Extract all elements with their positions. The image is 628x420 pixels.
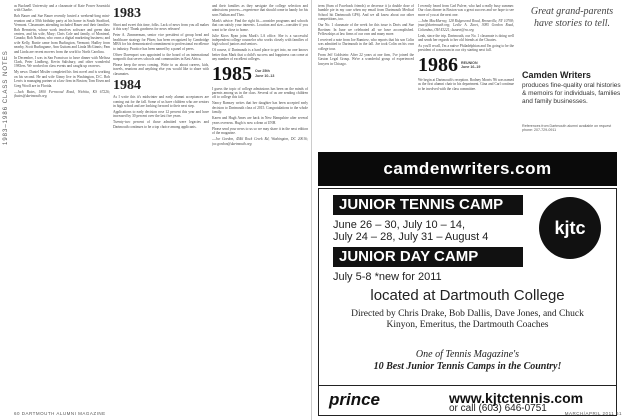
tennis-camp-dates: June 26 – 30, July 10 – 14, July 24 – 28, July 31 – August 4	[333, 219, 489, 243]
reunion-dates: June 16–19	[461, 64, 481, 69]
paragraph: As you'll recall, I'm a native Philadelphian and I'm going to be the president of a museum in our city starting next fall.	[418, 44, 514, 53]
prince-logo: prince	[329, 390, 381, 409]
camden-url[interactable]: camdenwriters.com	[383, 159, 552, 178]
camden-url-banner[interactable]	[318, 152, 617, 186]
paragraph: term (Sum of Facebook friends) or decrease it (a double dose of humble pie in my case when my email from Dartmouth Medical School hit Dartmouth GPS). And we all know about our other competitions, too.	[318, 4, 414, 22]
camden-brand: Camden Writers	[522, 70, 591, 80]
tennis-camp-ad[interactable]	[318, 188, 617, 416]
camden-ad-panel[interactable]	[518, 4, 624, 148]
reunion-callout	[418, 55, 514, 75]
top-rank-line-2: 10 Best Junior Tennis Camps in the Country!	[373, 361, 562, 372]
paragraph: I guess the topic of college admissions has been on the minds of parents among us in the class. Several of us are sending children off to college this fall.	[212, 86, 308, 100]
camp-location: located at Dartmouth College	[370, 287, 565, 304]
paragraph: We begin at Dartmouth's reception. Rodney Morris '86 was named as the first alumni chair in his department. Gina and Carl continue to be involved with the class committee.	[418, 77, 514, 91]
reunion-callout	[212, 64, 308, 84]
paragraph: Twenty-two percent of those admitted were legacies and Dartmouth continues to be a top choice among applicants.	[113, 120, 209, 129]
camden-contact: References from Dartmouth alumni available on request phone: 207-729-0911	[522, 124, 612, 133]
paragraph: Please send your news to us so we may share it in the next edition of the magazine.	[212, 126, 308, 136]
paragraph: Leah, since the trip. Dartmouth, our No. 1 classmate is doing well and sends her regards to her old friends at the Choates.	[418, 33, 514, 43]
camden-tagline: produces fine-quality oral histories & memoirs for individuals, families and family businesses.	[522, 82, 621, 105]
page-folio: MARCH/APRIL 2011 61	[564, 411, 622, 416]
junior-day-camp-banner: JUNIOR DAY CAMP	[333, 247, 523, 267]
junior-tennis-camp-banner: JUNIOR TENNIS CAMP	[333, 195, 523, 215]
paragraph: Oliver Davenport was appointed to the board of an international nonprofit that serves schools and communities in East Africa.	[113, 52, 209, 62]
column-1	[14, 4, 110, 412]
right-column-2	[418, 4, 514, 148]
class-year-heading: 1985	[212, 62, 252, 85]
paragraph: Our No. 1 classmate of the week for this issue is Doris and Sue Boettner. In June we celebrated all we have accomplished. Fellowships at law firms of our own and many more.	[318, 23, 414, 37]
camp-directors: Directed by Chris Drake, Bob Dallis, Dave Jones, and Chuck Kinyon, Emeritus, the Dartmouth Coaches	[351, 309, 584, 330]
paragraph: From Jeff Goldstein: After 22 years at one firm, I've joined the Gaston Legal Group. We're a wonderful group of experienced lawyers in Chicago.	[318, 52, 414, 66]
top-rank-line-1: One of Tennis Magazine's	[415, 349, 520, 360]
right-column-1	[318, 4, 414, 148]
paragraph: I recently heard from Carl Pulver, who had a really busy summer. Our class dinner in Boston was a great success and we hope to see more of you at the next one.	[418, 4, 514, 17]
right-page	[314, 0, 628, 420]
paragraph: as Bucknell University and a classmate of Kate Power Szarnicki with Charlie.	[14, 4, 110, 13]
paragraph: I received a note from Joe Ramirez, who reports that his son Colin was admitted to Dartmouth in the fall. Joe took Colin on his own college tour.	[318, 38, 414, 51]
section-side-tab	[3, 20, 11, 150]
reunion-title: Our 25th	[255, 69, 270, 74]
paragraph: Peter A. Zimmerman, senior vice president of group head and healthcare strategy for Pfizer, has been recognized by Cambridge MBA for his demonstrated commitment to professional excellence to industry. Practice has been named by a panel of peers.	[113, 33, 209, 51]
paragraph: Bob Bauer and Sue Bauer recently hosted a weekend-long mini-reunion and a 50th birthday party at his home in South Strafford, Vermont. Classmates attending included Bauer and their families: Rob Bernstein, whose work involves software and green data centers, and his wife, Mary; Chris Cole and family, of Montreal, Canada; Rob Nadeau, who owns a digital marketing business; and wife Kelly, Burtie came from Burlington, Vermont; Hadley from nearby, Scott Burlingame, Ann Guttam and Linda McGinnis; Pam and Linda are recent movers from the world to North Carolina.	[14, 14, 110, 54]
side-tab-label: 1983–1986 CLASS NOTES	[3, 50, 9, 145]
kjtc-logo: kjtc	[539, 197, 601, 259]
correspondent-address: —Joe Gordon, 4546 Rock Creek Rd, Washington, DC 20016; joe.gordon@dartmouth.org	[212, 137, 308, 146]
column-3	[212, 4, 308, 412]
reunion-info	[255, 69, 274, 77]
paragraph: Applications to early decision rose 12 percent this year and have increased by 30 percent over the last five years.	[113, 110, 209, 119]
reunion-title: REUNION	[461, 60, 478, 65]
reunion-info	[461, 61, 480, 69]
correspondent-address: —Jack Bates, 1800 Fernwood Road, Wichita, KS 67226; jbates@dartmouth.org	[14, 89, 110, 99]
paragraph: In December, I was in San Francisco to have dinner with Melissa Clark, Peter Lindberg, Kevin Salisbury, and other wonderful 1983ers. We worked on class events and caught up on news.	[14, 55, 110, 69]
class-year-heading: 1986	[418, 53, 458, 76]
great-families-slogan: Great grand-parents have stories to tell.	[530, 6, 614, 29]
class-year-heading: 1983	[113, 6, 141, 21]
paragraph: Mark's advice: Find the right fit—consider programs and schools that can satisfy your interests. Location and size—consider if you want to be close to home.	[212, 18, 308, 32]
paragraph: My news: Daniel Mistler completed his first novel and is working on his second. He and wife Ginny live in Washington, D.C. Rob Lewis is managing partner at a law firm in Boston; Tom Eisen and Greg Woolf are in Florida.	[14, 70, 110, 88]
class-year-heading: 1984	[113, 78, 141, 94]
tennis-phone: or call (603) 646-0751	[449, 403, 547, 414]
correspondent-address: —John MacMurray, 128 Ridgewood Road, Bronxville, NY 10708; jmac@dartmouth.org; Leslie A. Zaret, 3085 Gordon Road, Columbus, OH 43221; lazaret@ra.org	[418, 18, 514, 32]
column-2	[113, 4, 209, 412]
paragraph: Nancy Ramsey writes that her daughter has been accepted early decision to Dartmouth class of 2015. Congratulations to the whole family.	[212, 101, 308, 115]
paragraph: Please keep the news coming. Write to us about careers, kids, travels, reunions and anything else you would like to share with classmates.	[113, 63, 209, 76]
paragraph: Of course, if Dartmouth is a hard place to get into, no one knows better than Mark that a child's success and happiness can come at any number of excellent colleges.	[212, 48, 308, 62]
paragraph: Short and sweet this time, folks. Lack of news from you all makes it this way! Thank goodness for news releases!	[113, 23, 209, 32]
page-folio: 60 DARTMOUTH ALUMNI MAGAZINE	[14, 411, 106, 416]
left-page	[0, 0, 312, 420]
paragraph: Karen and Hugh Ames are back in New Hampshire after several years overseas. Hugh is now a dean at UNH.	[212, 116, 308, 125]
paragraph: Julie Kiros Ryan joins Mark's LA office. She is a successful independent college counselor who works closely with families of high school juniors and seniors.	[212, 33, 308, 47]
tennis-url[interactable]: www.kjtctennis.com	[449, 390, 584, 406]
camden-writers-ad[interactable]	[318, 4, 624, 148]
paragraph: and their families as they navigate the college selection and admissions process—experience that should come in handy for his sons Nathan and Theo.	[212, 4, 308, 17]
reunion-dates: June 10–13	[255, 73, 275, 78]
day-camp-dates: July 5-8 *new for 2011	[333, 271, 442, 283]
paragraph: As I write this it's midwinter and early alumni acceptances are coming out for the fall. Some of us have children who are seniors in high school and are looking forward to their next step.	[113, 95, 209, 109]
